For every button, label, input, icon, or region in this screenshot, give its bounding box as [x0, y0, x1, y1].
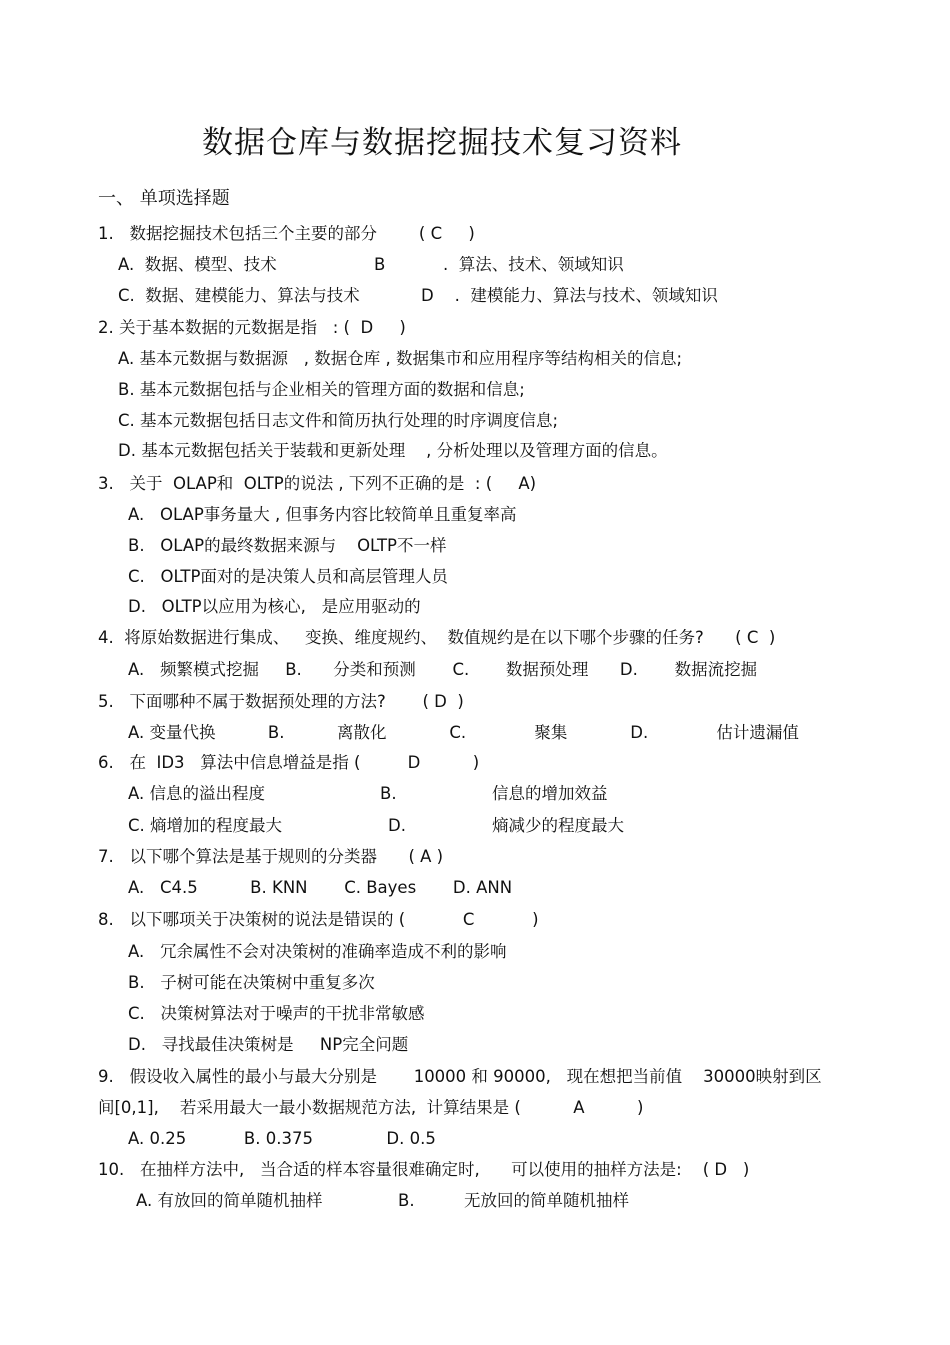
question-10: 10. 在抽样方法中, 当合适的样本容量很难确定时, 可以使用的抽样方法是: ( D ) — [98, 1160, 750, 1179]
q3-option-c: C. OLTP面对的是决策人员和高层管理人员 — [128, 567, 448, 586]
question-7: 7. 以下哪个算法是基于规则的分类器 ( A ) — [98, 847, 444, 866]
q1-option-b: B . 算法、技术、领域知识 — [374, 255, 624, 274]
q8-option-d: D. 寻找最佳决策树是 NP完全问题 — [128, 1035, 409, 1054]
q6-option-b-letter: B. — [380, 784, 397, 803]
q10-option-b-text: 无放回的简单随机抽样 — [464, 1191, 629, 1210]
q5-options: A. 变量代换 B. 离散化 C. 聚集 D. 估计遗漏值 — [128, 723, 799, 742]
question-6: 6. 在 ID3 算法中信息增益是指 ( D ) — [98, 753, 480, 772]
q3-option-a: A. OLAP事务量大 , 但事务内容比较简单且重复率高 — [128, 505, 517, 524]
q6-option-c: C. 熵增加的程度最大 — [128, 816, 283, 835]
q1-option-d: D . 建模能力、算法与技术、领域知识 — [421, 286, 718, 305]
q6-option-b-text: 信息的增加效益 — [492, 784, 608, 803]
q3-option-b: B. OLAP的最终数据来源与 OLTP不一样 — [128, 536, 447, 555]
section-heading: 一、 单项选择题 — [98, 188, 230, 209]
q8-option-a: A. 冗余属性不会对决策树的准确率造成不利的影响 — [128, 942, 507, 961]
q1-option-c: C. 数据、建模能力、算法与技术 — [118, 286, 360, 305]
page-title: 数据仓库与数据挖掘技术复习资料 — [202, 125, 682, 161]
question-3: 3. 关于 OLAP和 OLTP的说法 , 下列不正确的是 : ( A) — [98, 474, 537, 493]
q6-option-d-text: 熵减少的程度最大 — [492, 816, 624, 835]
q1-option-a: A. 数据、模型、技术 — [118, 255, 277, 274]
q10-option-b-letter: B. — [398, 1191, 415, 1210]
q2-option-b: B. 基本元数据包括与企业相关的管理方面的数据和信息; — [118, 380, 525, 399]
q8-option-b: B. 子树可能在决策树中重复多次 — [128, 973, 375, 992]
q6-option-a: A. 信息的溢出程度 — [128, 784, 265, 803]
question-2: 2. 关于基本数据的元数据是指 : ( D ) — [98, 318, 406, 337]
question-4: 4. 将原始数据进行集成、 变换、维度规约、 数值规约是在以下哪个步骤的任务? ( C ) — [98, 628, 776, 647]
q7-options: A. C4.5 B. KNN C. Bayes D. ANN — [128, 878, 513, 897]
question-9: 9. 假设收入属性的最小与最大分别是 10000 和 90000, 现在想把当前值 30000映射到区 — [98, 1067, 822, 1086]
q3-option-d: D. OLTP以应用为核心, 是应用驱动的 — [128, 597, 421, 616]
q2-option-d: D. 基本元数据包括关于装载和更新处理 , 分析处理以及管理方面的信息。 — [118, 441, 668, 460]
q8-option-c: C. 决策树算法对于噪声的干扰非常敏感 — [128, 1004, 425, 1023]
question-1: 1. 数据挖掘技术包括三个主要的部分 ( C ) — [98, 224, 475, 243]
q2-option-c: C. 基本元数据包括日志文件和简历执行处理的时序调度信息; — [118, 411, 559, 430]
question-5: 5. 下面哪种不属于数据预处理的方法? ( D ) — [98, 692, 464, 711]
q9-options: A. 0.25 B. 0.375 D. 0.5 — [128, 1129, 436, 1148]
question-9-continued: 间[0,1], 若采用最大一最小数据规范方法, 计算结果是 ( A ) — [98, 1098, 644, 1117]
q2-option-a: A. 基本元数据与数据源 , 数据仓库 , 数据集市和应用程序等结构相关的信息; — [118, 349, 683, 368]
q10-option-a: A. 有放回的简单随机抽样 — [136, 1191, 323, 1210]
q4-options: A. 频繁模式挖掘 B. 分类和预测 C. 数据预处理 D. 数据流挖掘 — [128, 660, 758, 679]
q6-option-d-letter: D. — [388, 816, 406, 835]
question-8: 8. 以下哪项关于决策树的说法是错误的 ( C ) — [98, 910, 539, 929]
